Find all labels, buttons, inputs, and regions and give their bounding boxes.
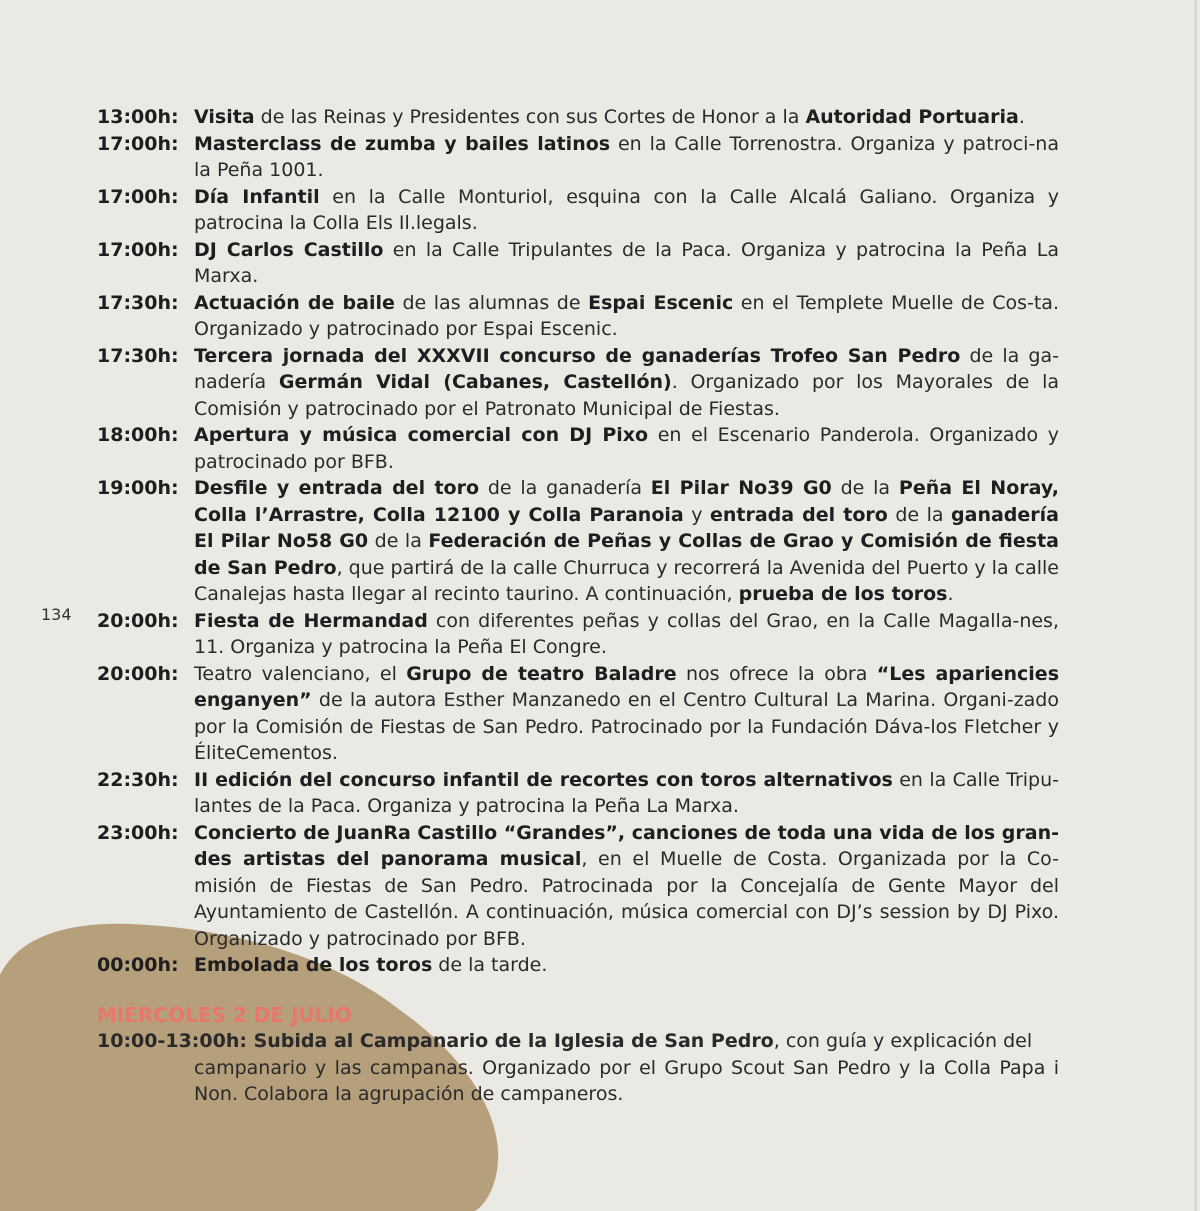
body-text: de las Reinas y Presidentes con sus Cortes de Honor a la — [254, 106, 806, 128]
body-text: en el Templete Muelle de Cos-ta. Organizado y patrocinado por Espai Escenic. — [194, 291, 1059, 340]
highlight-text: Actuación de baile — [194, 291, 395, 314]
body-text: de la — [887, 503, 952, 526]
day-heading: MIÉRCOLES 2 DE JULIO — [97, 1002, 352, 1027]
highlight-text: prueba de los toros — [738, 583, 948, 605]
entry-description — [194, 767, 1059, 820]
entry-time: 17:30h: — [97, 291, 179, 314]
schedule — [97, 104, 1059, 1108]
highlight-text: Día Infantil — [194, 185, 320, 208]
body-text: de la autora Esther Manzanedo en el Centro Cultural La Marina. Organi-zado por la Comisión de Fiestas de San Pedro. Patrocinado por la Fundación Dáva-los Fletcher y ÉliteCementos. — [194, 689, 1059, 764]
highlight-text: “Les apariencies enganyen” — [194, 662, 1059, 711]
highlight-text: Embolada de los toros — [194, 954, 433, 976]
entry-description — [194, 290, 1059, 343]
highlight-text: Fiesta de Hermandad — [194, 609, 428, 632]
body-text: de la — [368, 530, 429, 552]
schedule-entry — [97, 131, 1059, 184]
entry-time: 23:00h: — [97, 821, 179, 844]
highlight-text: entrada del toro — [709, 503, 888, 526]
body-text: en la Calle Torrenostra. Organiza y patroci-na la Peña 1001. — [194, 132, 1059, 181]
entry-time: 13:00h: — [97, 106, 179, 128]
body-text: en la Calle Tripulantes de la Paca. Organiza y patrocina la Peña La Marxa. — [194, 238, 1059, 287]
body-text: de la — [831, 477, 899, 499]
schedule-entry — [97, 952, 1059, 979]
highlight-text: Subida al Campanario de la Iglesia de San Pedro — [246, 1030, 774, 1052]
body-text: Teatro valenciano, el — [194, 662, 407, 685]
body-text: , que partirá de la calle Churruca y recorrerá la Avenida del Puerto y la calle Canalejas hasta llegar al recinto taurino. A continuación, — [194, 556, 1059, 605]
schedule-entry — [97, 820, 1059, 953]
body-text: . Organizado por los Mayorales de la Comisión y patrocinado por el Patronato Municipal de Fiestas. — [194, 371, 1059, 420]
highlight-text: ganadería El Pilar No58 G0 — [194, 503, 1059, 552]
entry-time: 17:00h: — [97, 132, 179, 155]
body-text: de la ganadería — [479, 477, 651, 499]
body-text: de la ga-nadería — [194, 344, 1059, 393]
schedule-entry — [97, 104, 1059, 131]
entry-description — [194, 184, 1059, 237]
highlight-text: Grupo de teatro Baladre — [406, 662, 677, 685]
highlight-text: Federación de Peñas y Collas de Grao y Comisión de fiesta de San Pedro — [194, 530, 1059, 579]
entry-description — [194, 422, 1059, 475]
entry-time: 19:00h: — [97, 477, 179, 499]
highlight-text: Germán Vidal (Cabanes, Castellón) — [278, 371, 672, 393]
entry-time: 18:00h: — [97, 424, 179, 446]
highlight-text: Visita — [194, 106, 255, 128]
schedule-entry — [97, 237, 1059, 290]
highlight-text: Apertura y música comercial con DJ Pixo — [194, 424, 649, 446]
schedule-entry — [97, 290, 1059, 343]
body-text: . — [1018, 106, 1025, 128]
entry-description — [194, 104, 1059, 131]
highlight-text: II edición del concurso infantil de recortes con toros alternativos — [194, 768, 893, 791]
schedule-entry — [97, 1028, 1059, 1108]
schedule-entry — [97, 608, 1059, 661]
highlight-text: Espai Escenic — [588, 291, 734, 314]
entry-description — [194, 661, 1059, 767]
entry-time: 17:00h: — [97, 185, 179, 208]
schedule-entry — [97, 184, 1059, 237]
schedule-entry — [97, 767, 1059, 820]
schedule-entry — [97, 343, 1059, 423]
entry-description — [194, 475, 1059, 608]
highlight-text: Tercera jornada del XXXVII concurso de ganaderías Trofeo San Pedro — [194, 344, 961, 367]
body-text: con diferentes peñas y collas del Grao, en la Calle Magalla-nes, 11. Organiza y patrocina la Peña El Congre. — [194, 609, 1059, 658]
entry-time: 17:30h: — [97, 344, 179, 367]
entry-description: campanario y las campanas. Organizado por el Grupo Scout San Pedro y la Colla Papa i Non. Colabora la agrupación de campaneros. — [194, 1056, 1059, 1105]
entry-description — [194, 608, 1059, 661]
page-number: 134 — [41, 605, 72, 624]
entry-description — [194, 343, 1059, 423]
body-text: nos ofrece la obra — [676, 662, 877, 685]
entry-description — [194, 237, 1059, 290]
schedule-entry — [97, 475, 1059, 608]
highlight-text: Masterclass de zumba y bailes latinos — [194, 132, 611, 155]
highlight-text: Autoridad Portuaria — [805, 106, 1019, 128]
highlight-text: Concierto de JuanRa Castillo “Grandes”, canciones de toda una vida de los gran-des artistas del panorama musical — [194, 821, 1059, 870]
highlight-text: DJ Carlos Castillo — [194, 238, 384, 261]
entry-description — [194, 131, 1059, 184]
schedule-entry — [97, 661, 1059, 767]
entry-description — [194, 952, 1059, 979]
day-entries — [97, 1028, 1059, 1108]
body-text: de la tarde. — [432, 954, 548, 976]
schedule-entry — [97, 422, 1059, 475]
highlight-text: Desfile y entrada del toro — [194, 477, 480, 499]
body-text: , con guía y explicación del — [773, 1030, 1033, 1052]
body-text: en la Calle Tripu-lantes de la Paca. Organiza y patrocina la Peña La Marxa. — [194, 768, 1059, 817]
body-text: . — [947, 583, 954, 605]
entry-time: 17:00h: — [97, 238, 179, 261]
entry-time: 22:30h: — [97, 768, 179, 791]
body-text: y — [683, 503, 710, 526]
entry-time: 20:00h: — [97, 662, 179, 685]
body-text: en el Escenario Panderola. Organizado y patrocinado por BFB. — [194, 424, 1059, 473]
entry-time: 10:00-13:00h: — [97, 1030, 247, 1052]
body-text: , en el Muelle de Costa. Organizada por la Co-misión de Fiestas de San Pedro. Patrocinada por la Concejalía de Gente Mayor del Ayuntamiento de Castellón. A continuación, música comercial con DJ’s session by DJ Pixo. Organizado y patrocinado por BFB. — [194, 848, 1059, 950]
body-text: en la Calle Monturiol, esquina con la Calle Alcalá Galiano. Organiza y patrocina la Colla Els Il.legals. — [194, 185, 1059, 234]
schedule-entries — [97, 104, 1059, 979]
entry-time: 20:00h: — [97, 609, 179, 632]
entry-description — [194, 820, 1059, 953]
entry-time: 00:00h: — [97, 954, 179, 976]
highlight-text: El Pilar No39 G0 — [650, 477, 832, 499]
entry-first-line — [97, 1028, 1059, 1055]
highlight-text: Peña El Noray, Colla l’Arrastre, Colla 12100 y Colla Paranoia — [194, 477, 1059, 526]
body-text: de las alumnas de — [394, 291, 589, 314]
